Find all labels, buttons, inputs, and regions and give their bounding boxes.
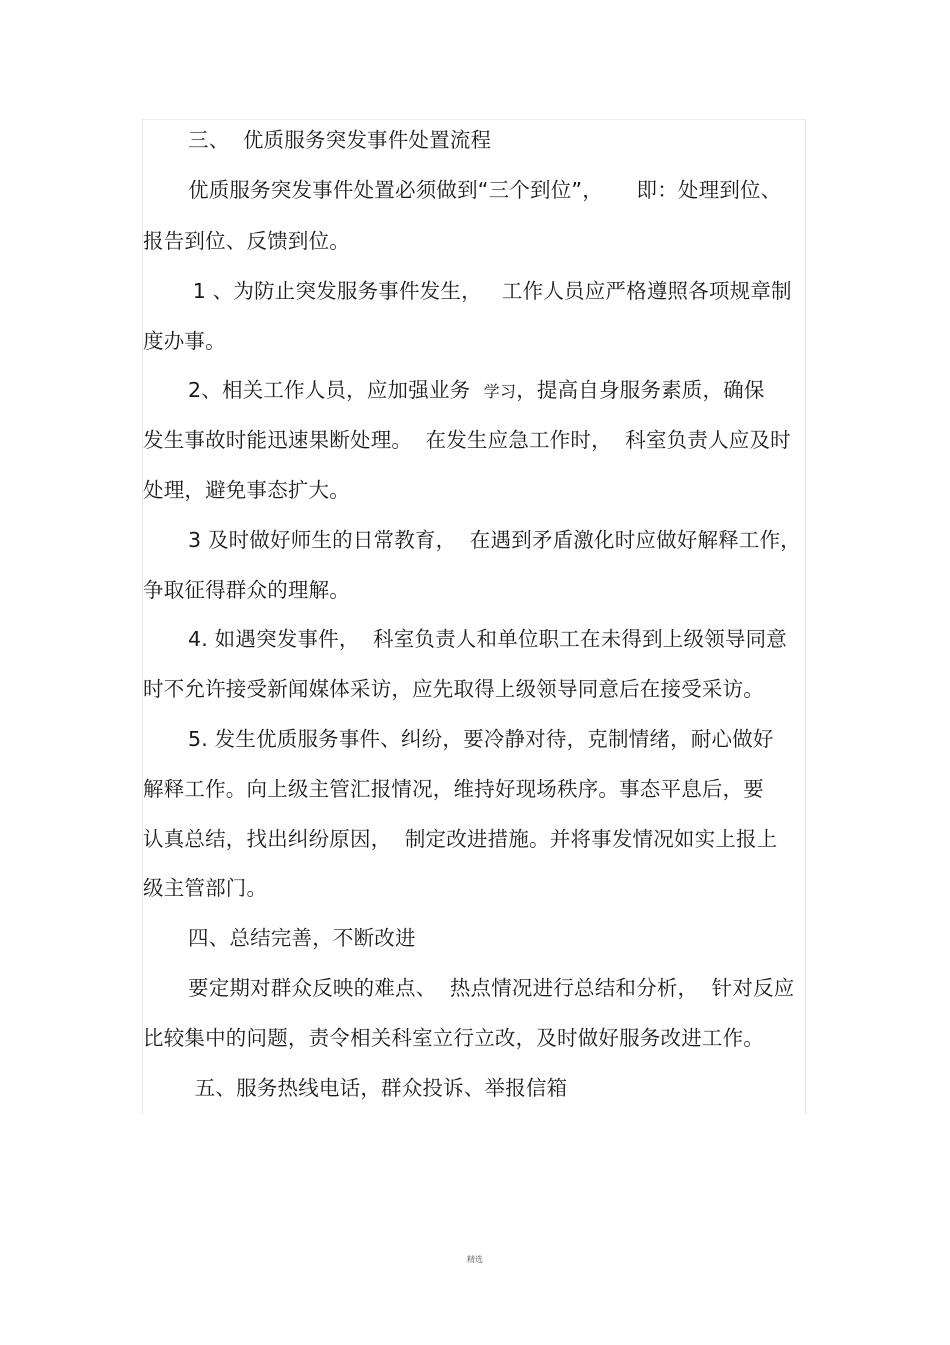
item-1-line-2: 度办事。 xyxy=(143,329,226,353)
item-5-line-4: 级主管部门。 xyxy=(143,876,268,900)
item-2-line-1-part-c: ，提高自身服务素质，确保 xyxy=(516,378,765,402)
section-4-line-2: 比较集中的问题，责令相关科室立行立改，及时做好服务改进工作。 xyxy=(143,1026,764,1050)
item-1-line-1: 1 、为防止突发服务事件发生， 工作人员应严格遵照各项规章制 xyxy=(186,279,792,303)
section-3-heading: 三、 优质服务突发事件处置流程 xyxy=(188,128,492,152)
intro-line-1: 优质服务突发事件处置必须做到“三个到位”， 即：处理到位、 xyxy=(188,178,782,202)
page-footer-label: 精选 xyxy=(467,1255,483,1264)
item-2-line-3: 处理，避免事态扩大。 xyxy=(143,478,350,502)
item-2-line-1 xyxy=(188,377,765,405)
item-4-line-2: 时不允许接受新闻媒体采访，应先取得上级领导同意后在接受采访。 xyxy=(143,677,764,701)
item-3-line-2: 争取征得群众的理解。 xyxy=(143,578,350,602)
item-5-line-2: 解释工作。向上级主管汇报情况，维持好现场秩序。事态平息后，要 xyxy=(143,777,764,801)
item-5-line-1: 5. 发生优质服务事件、纠纷，要冷静对待，克制情绪，耐心做好 xyxy=(188,727,774,751)
section-5-heading: 五、服务热线电话，群众投诉、举报信箱 xyxy=(188,1076,568,1100)
item-2-line-1-part-b: 学习 xyxy=(483,382,517,401)
item-5-line-3: 认真总结，找出纠纷原因， 制定改进措施。并将事发情况如实上报上 xyxy=(143,827,778,851)
page-frame xyxy=(142,119,806,1114)
section-4-heading: 四、总结完善，不断改进 xyxy=(188,926,416,950)
item-2-line-2: 发生事故时能迅速果断处理。 在发生应急工作时， 科室负责人应及时 xyxy=(143,428,791,452)
intro-line-2: 报告到位、反馈到位。 xyxy=(143,229,350,253)
section-4-line-1: 要定期对群众反映的难点、 热点情况进行总结和分析， 针对反应 xyxy=(188,976,795,1000)
item-4-line-1: 4. 如遇突发事件， 科室负责人和单位职工在未得到上级领导同意 xyxy=(188,627,788,651)
item-2-line-1-part-a: 2、相关工作人员，应加强业务 xyxy=(188,378,484,402)
item-3-line-1: 3 及时做好师生的日常教育， 在遇到矛盾激化时应做好解释工作， xyxy=(188,528,801,552)
